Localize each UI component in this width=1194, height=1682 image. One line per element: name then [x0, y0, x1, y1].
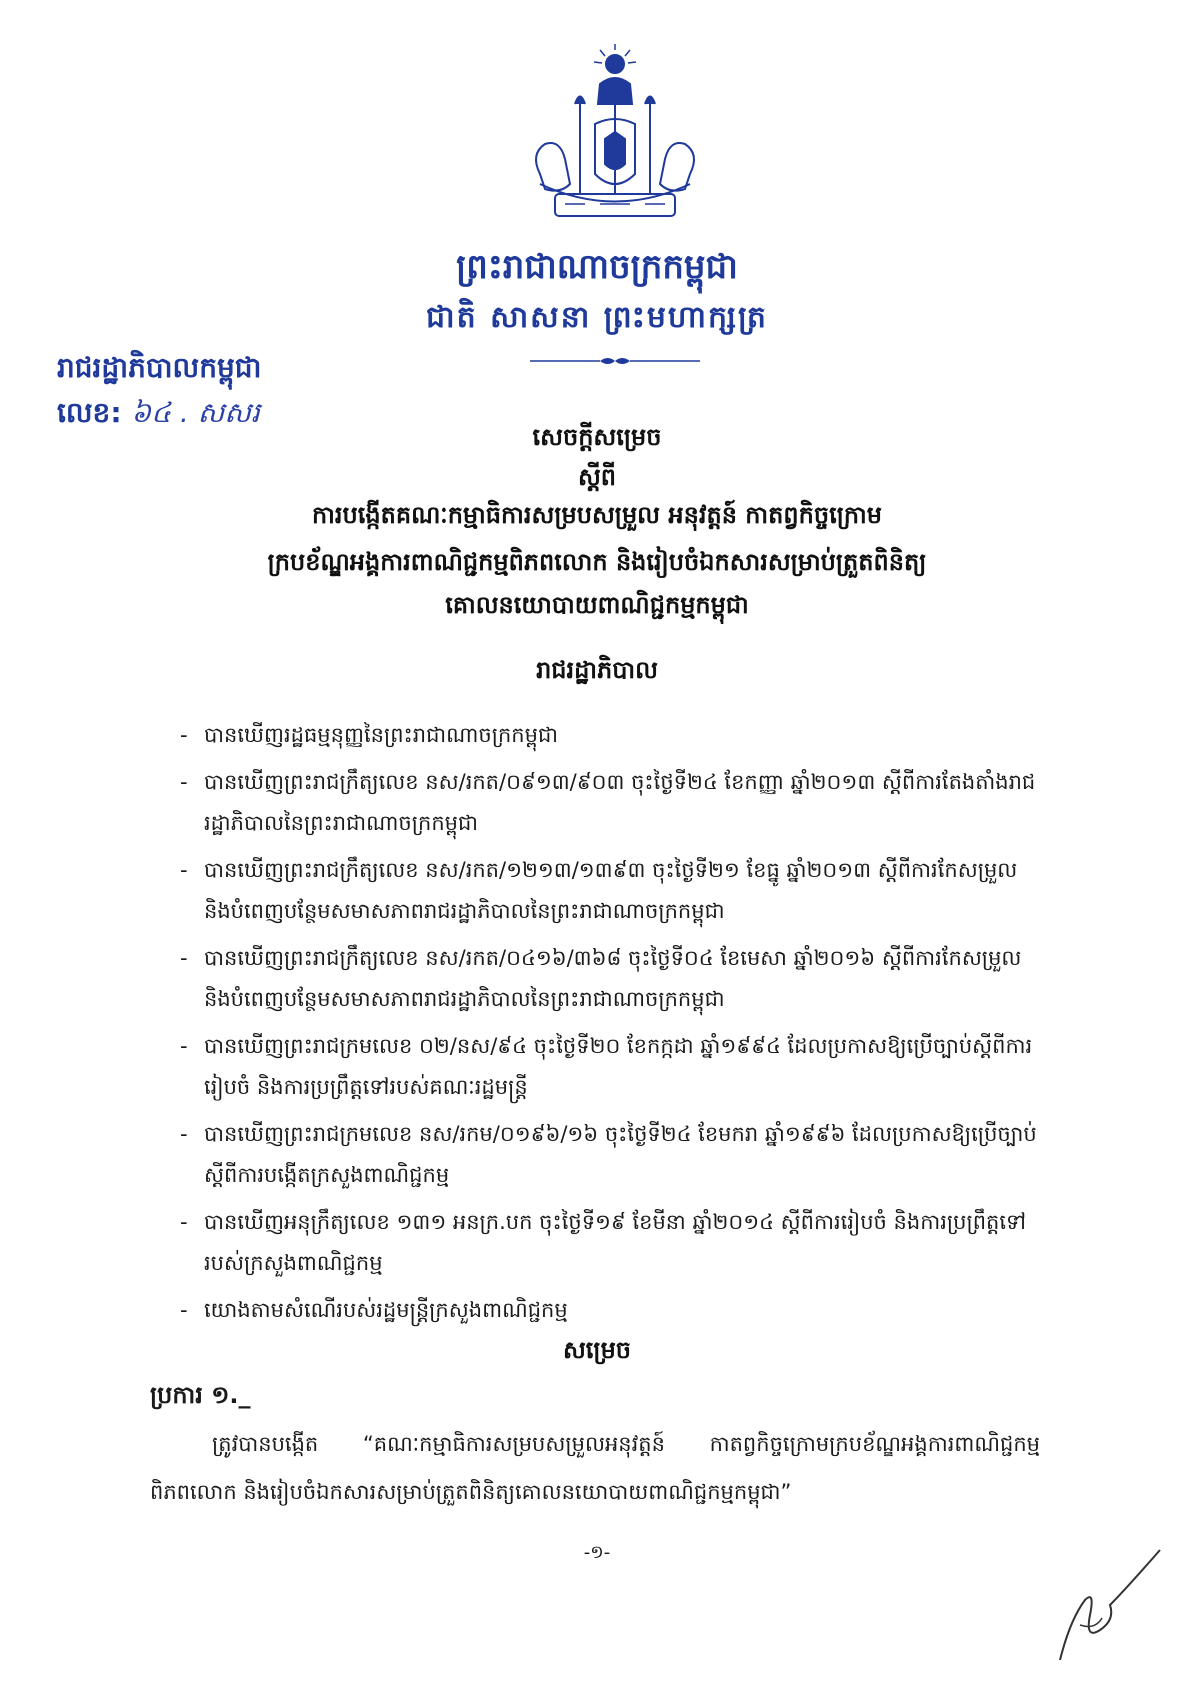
preamble-clause: - បានឃើញព្រះរាជក្រមលេខ ០២/នស/៩៤ ចុះថ្ងៃទី២០ ខែកក្កដា ឆ្នាំ១៩៩៤ ដែលប្រកាសឱ្យប្រើច្បាប់ស្តីពីការរៀបចំ និងការប្រព្រឹត្តទៅរបស់គណៈរដ្ឋមន្ត្រី: [180, 1034, 1033, 1099]
reference-number-value: ៦៤ . សសរ: [131, 396, 260, 429]
document-title-line-1: ការបង្កើតគណៈកម្មាធិការសម្របសម្រួល អនុវត្តន៍ កាតព្វកិច្ចក្រោម: [312, 501, 882, 529]
handwritten-signature: [1040, 1530, 1170, 1670]
preamble-clause: - បានឃើញព្រះរាជក្រឹត្យលេខ នស/រកត/១២១៣/១៣៩៣ ចុះថ្ងៃទី២១ ខែធ្នូ ឆ្នាំ២០១៣ ស្តីពីការកែសម្រួល និងបំពេញបន្ថែមសមាសភាពរាជរដ្ឋាភិបាលនៃព្រះរាជាណាចក្រកម្ពុជា: [180, 858, 1018, 923]
preamble-clause: - បានឃើញព្រះរាជក្រឹត្យលេខ នស/រកត/០៤១៦/៣៦៨ ចុះថ្ងៃទី០៤ ខែមេសា ឆ្នាំ២០១៦ ស្តីពីការកែសម្រួល និងបំពេញបន្ថែមសមាសភាពរាជរដ្ឋាភិបាលនៃព្រះរាជាណាចក្រកម្ពុជា: [180, 946, 1022, 1011]
royal-coat-of-arms-emblem: [520, 44, 710, 234]
document-title-line-2: ក្របខ័ណ្ឌអង្គការពាណិជ្ជកម្មពិភពលោក និងរៀបចំឯកសារសម្រាប់ត្រួតពិនិត្យ: [267, 548, 927, 576]
issuing-authority: រាជរដ្ឋាភិបាលកម្ពុជា: [57, 351, 262, 384]
preamble-clause: - បានឃើញព្រះរាជក្រមលេខ នស/រកម/០១៩៦/១៦ ចុះថ្ងៃទី២៤ ខែមករា ឆ្នាំ១៩៩៦ ដែលប្រកាសឱ្យប្រើច្បាប់ស្តីពីការបង្កើតក្រសួងពាណិជ្ជកម្ម: [180, 1122, 1037, 1187]
subject-label: ស្តីពី: [577, 463, 617, 491]
article-1-text: ត្រូវបានបង្កើត “គណៈកម្មាធិការសម្របសម្រួលអនុវត្តន៍ កាតព្វកិច្ចក្រោមក្របខ័ណ្ឌអង្គការពាណិជ្ជកម្មពិភពលោក និងរៀបចំឯកសារសម្រាប់ត្រួតពិនិត្យគោលនយោបាយពាណិជ្ជកម្មកម្ពុជា”: [150, 1432, 1040, 1504]
ornamental-divider: [530, 355, 700, 367]
national-motto: ជាតិ សាសនា ព្រះមហាក្សត្រ: [426, 300, 768, 335]
preamble-clause: - បានឃើញអនុក្រឹត្យលេខ ១៣១ អនក្រ.បក ចុះថ្ងៃទី១៩ ខែមីនា ឆ្នាំ២០១៤ ស្តីពីការរៀបចំ និងការប្រព្រឹត្តទៅរបស់ក្រសួងពាណិជ្ជកម្ម: [180, 1210, 1027, 1275]
article-1-title: ប្រការ ១._: [150, 1381, 251, 1409]
preamble-clause: - បានឃើញព្រះរាជក្រឹត្យលេខ នស/រកត/០៩១៣/៩០៣ ចុះថ្ងៃទី២៤ ខែកញ្ញា ឆ្នាំ២០១៣ ស្តីពីការតែងតាំងរាជរដ្ឋាភិបាលនៃព្រះរាជាណាចក្រកម្ពុជា: [180, 770, 1036, 835]
decision-authority: រាជរដ្ឋាភិបាល: [536, 656, 658, 684]
document-title-line-3: គោលនយោបាយពាណិជ្ជកម្មកម្ពុជា: [445, 591, 749, 619]
decides-heading: សម្រេច: [562, 1336, 632, 1364]
preamble-clause: - យោងតាមសំណើរបស់រដ្ឋមន្ត្រីក្រសួងពាណិជ្ជកម្ម: [180, 1298, 568, 1322]
kingdom-name: ព្រះរាជាណាចក្រកម្ពុជា: [456, 247, 738, 287]
reference-number-label: លេខ:: [57, 396, 122, 429]
document-type: សេចក្តីសម្រេច: [532, 423, 662, 451]
preamble-clauses: [180, 715, 1040, 1337]
preamble-clause: - បានឃើញរដ្ឋធម្មនុញ្ញនៃព្រះរាជាណាចក្រកម្ពុជា: [180, 723, 558, 747]
page-number: -១-: [583, 1542, 611, 1563]
